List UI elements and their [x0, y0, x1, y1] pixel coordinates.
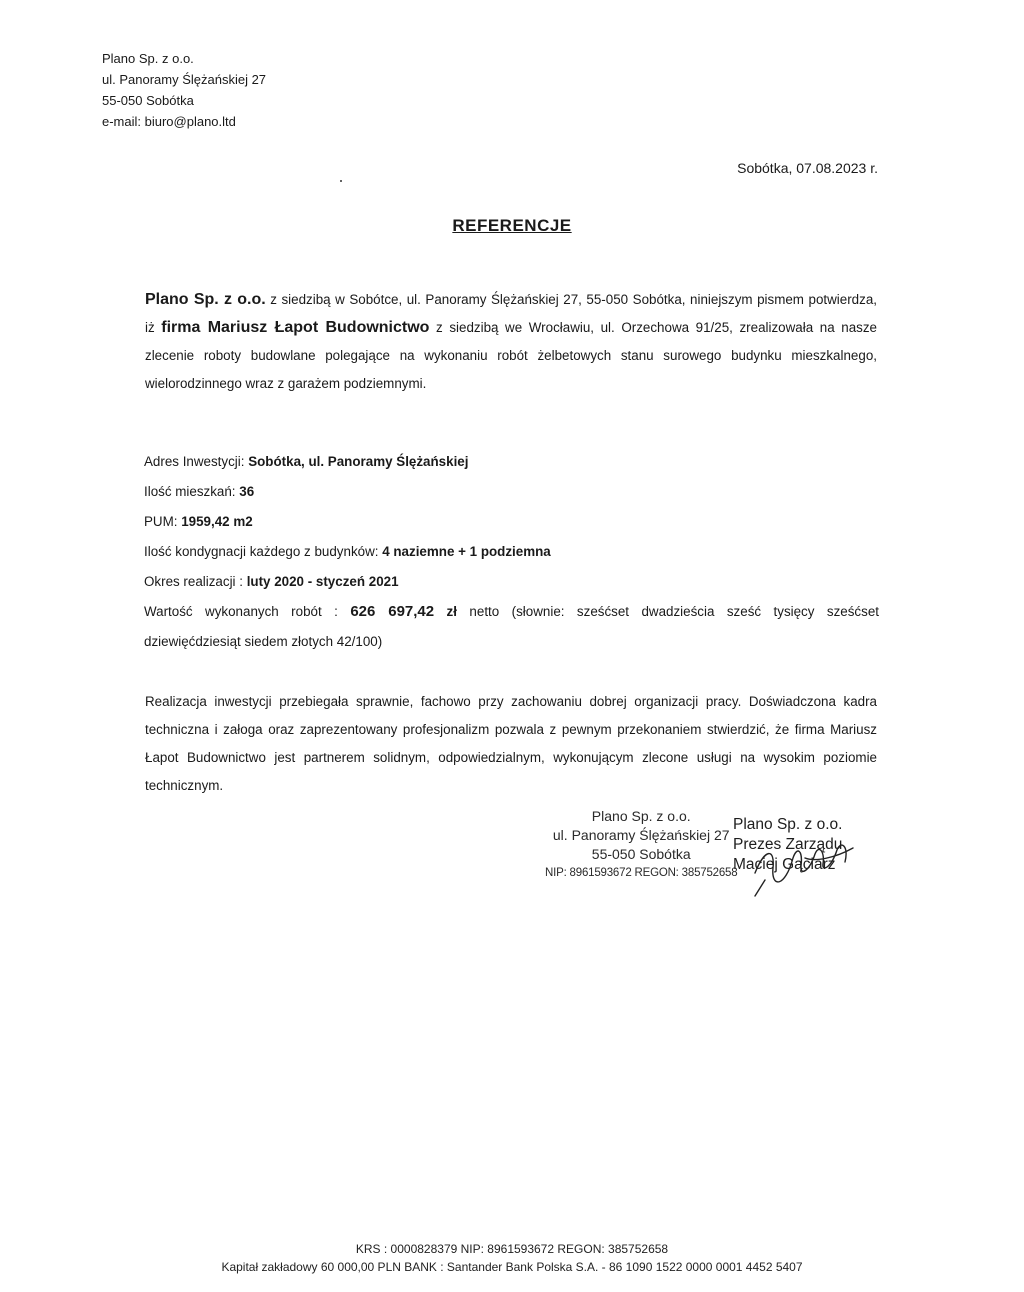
sender-email: e-mail: biuro@plano.ltd [102, 114, 236, 129]
intro-company: Plano Sp. z o.o. [145, 291, 266, 308]
intro-paragraph [145, 286, 877, 398]
sender-street: ul. Panoramy Ślężańskiej 27 [102, 72, 267, 87]
stamp-street: ul. Panoramy Ślężańskiej 27 [552, 827, 730, 843]
letter-date: Sobótka, 07.08.2023 r. [737, 160, 878, 176]
intro-firm: firma Mariusz Łapot Budownictwo [161, 319, 430, 336]
fact-address: Adres Inwestycji: Sobótka, ul. Panoramy Ślężańskiej [144, 454, 469, 469]
footer-registry: KRS : 0000828379 NIP: 8961593672 REGON: 385752658 [355, 1242, 669, 1256]
sender-address [102, 48, 266, 132]
scan-speck [340, 180, 342, 182]
investment-facts [144, 447, 879, 657]
fact-floors: Ilość kondygnacji każdego z budynków: 4 naziemne + 1 podziemna [144, 544, 551, 559]
handwritten-signature [745, 828, 865, 898]
fact-value-words: dziewięćdziesiąt siedem złotych 42/100) [144, 634, 383, 649]
fact-value: Wartość wykonanych robót : 626 697,42 zł netto (słownie: sześćset dwadzieścia sześć tysięcy sześćset [144, 603, 879, 620]
intro-text-2: z siedzibą we Wrocławiu, ul. Orzechowa 91/25, zrealizowała na nasze zlecenie roboty budowlane polegające na wykonaniu robót żelbetowych stanu surowego budynku mieszkalnego, wielorodzinnego wraz z garażem podziemnymi. [145, 320, 877, 391]
footer-bank: Kapitał zakładowy 60 000,00 PLN BANK : Santander Bank Polska S.A. - 86 1090 1522 0000 0001 4452 5407 [221, 1260, 803, 1274]
signature-company: Plano Sp. z o.o. [733, 816, 843, 833]
stamp-company: Plano Sp. z o.o. [591, 808, 691, 824]
stamp-city: 55-050 Sobótka [591, 846, 691, 862]
company-stamp [545, 807, 737, 883]
intro-text-1: z siedzibą w Sobótce, ul. Panoramy Ślężańskiej 27, 55-050 Sobótka, niniejszym pismem potwierdza, iż [145, 292, 877, 335]
closing-paragraph: Realizacja inwestycji przebiegała sprawnie, fachowo przy zachowaniu dobrej organizacji pracy. Doświadczona kadra techniczna i załoga oraz zaprezentowany profesjonalizm pozwala z pewnym przekonaniem stwierdzić, że firma Mariusz Łapot Budownictwo jest partnerem solidnym, odpowiedzialnym, wykonującym zlecone usługi na wysokim poziomie technicznym. [145, 694, 877, 793]
letter-title: REFERENCJE [452, 216, 572, 235]
signature-role: Prezes Zarządu [733, 836, 843, 853]
sender-company: Plano Sp. z o.o. [102, 51, 194, 66]
signature-name: Maciej Gąciarz [733, 856, 836, 873]
fact-pum: PUM: 1959,42 m2 [144, 514, 253, 529]
stamp-ids: NIP: 8961593672 REGON: 385752658 [545, 867, 738, 879]
fact-period: Okres realizacji : luty 2020 - styczeń 2021 [144, 574, 399, 589]
sender-city: 55-050 Sobótka [102, 93, 194, 108]
fact-flats: Ilość mieszkań: 36 [144, 484, 255, 499]
letter-footer [0, 1240, 1024, 1276]
